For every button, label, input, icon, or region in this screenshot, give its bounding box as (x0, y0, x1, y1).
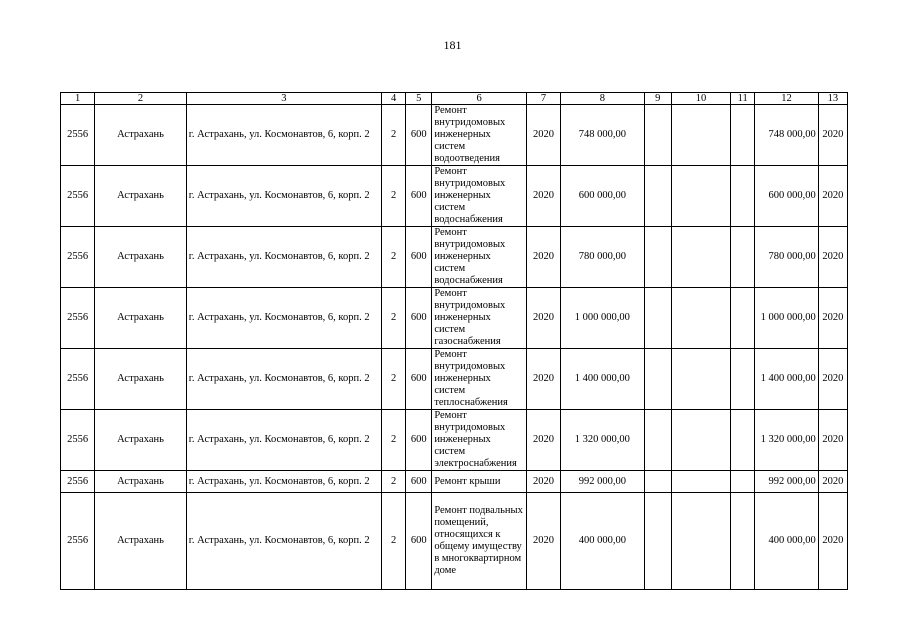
completion-year-cell: 2020 (818, 493, 847, 590)
col9-cell (644, 493, 671, 590)
col5-cell: 600 (406, 105, 432, 166)
year-cell: 2020 (526, 471, 560, 493)
page-number: 181 (443, 38, 462, 52)
total-cell: 1 400 000,00 (755, 349, 818, 410)
total-cell: 992 000,00 (755, 471, 818, 493)
cost-cell: 780 000,00 (561, 227, 645, 288)
total-cell: 780 000,00 (755, 227, 818, 288)
cost-cell: 600 000,00 (561, 166, 645, 227)
city-cell: Астрахань (95, 349, 187, 410)
table-row (61, 349, 848, 410)
work-type-cell: Ремонт крыши (432, 471, 527, 493)
col11-cell (731, 288, 755, 349)
col10-cell (671, 288, 730, 349)
work-type-cell: Ремонт внутридомовых инженерных систем электроснабжения (432, 410, 527, 471)
city-cell: Астрахань (95, 471, 187, 493)
column-header: 8 (561, 93, 645, 105)
col5-cell: 600 (406, 410, 432, 471)
col4-cell: 2 (382, 410, 406, 471)
col5-cell: 600 (406, 288, 432, 349)
work-type-cell: Ремонт внутридомовых инженерных систем водоснабжения (432, 227, 527, 288)
col4-cell: 2 (382, 288, 406, 349)
cost-cell: 400 000,00 (561, 493, 645, 590)
column-header: 13 (818, 93, 847, 105)
col10-cell (671, 410, 730, 471)
cost-cell: 1 320 000,00 (561, 410, 645, 471)
cost-cell: 748 000,00 (561, 105, 645, 166)
city-cell: Астрахань (95, 227, 187, 288)
row-id-cell: 2556 (61, 493, 95, 590)
column-header: 12 (755, 93, 818, 105)
address-cell: г. Астрахань, ул. Космонавтов, 6, корп. 2 (186, 288, 381, 349)
year-cell: 2020 (526, 349, 560, 410)
cost-cell: 1 400 000,00 (561, 349, 645, 410)
year-cell: 2020 (526, 227, 560, 288)
completion-year-cell: 2020 (818, 349, 847, 410)
year-cell: 2020 (526, 166, 560, 227)
completion-year-cell: 2020 (818, 105, 847, 166)
col4-cell: 2 (382, 493, 406, 590)
col5-cell: 600 (406, 166, 432, 227)
city-cell: Астрахань (95, 493, 187, 590)
table-row (61, 105, 848, 166)
column-header: 5 (406, 93, 432, 105)
cost-cell: 992 000,00 (561, 471, 645, 493)
column-header: 9 (644, 93, 671, 105)
total-cell: 400 000,00 (755, 493, 818, 590)
table-row (61, 471, 848, 493)
address-cell: г. Астрахань, ул. Космонавтов, 6, корп. 2 (186, 105, 381, 166)
row-id-cell: 2556 (61, 410, 95, 471)
table-row (61, 288, 848, 349)
col10-cell (671, 105, 730, 166)
col11-cell (731, 471, 755, 493)
city-cell: Астрахань (95, 288, 187, 349)
table-row (61, 410, 848, 471)
col4-cell: 2 (382, 349, 406, 410)
completion-year-cell: 2020 (818, 227, 847, 288)
city-cell: Астрахань (95, 105, 187, 166)
row-id-cell: 2556 (61, 288, 95, 349)
completion-year-cell: 2020 (818, 288, 847, 349)
col5-cell: 600 (406, 471, 432, 493)
column-header: 11 (731, 93, 755, 105)
total-cell: 748 000,00 (755, 105, 818, 166)
total-cell: 600 000,00 (755, 166, 818, 227)
col9-cell (644, 227, 671, 288)
col4-cell: 2 (382, 166, 406, 227)
column-header: 4 (382, 93, 406, 105)
address-cell: г. Астрахань, ул. Космонавтов, 6, корп. 2 (186, 227, 381, 288)
address-cell: г. Астрахань, ул. Космонавтов, 6, корп. 2 (186, 166, 381, 227)
work-type-cell: Ремонт внутридомовых инженерных систем водоотведения (432, 105, 527, 166)
address-cell: г. Астрахань, ул. Космонавтов, 6, корп. 2 (186, 410, 381, 471)
address-cell: г. Астрахань, ул. Космонавтов, 6, корп. 2 (186, 493, 381, 590)
col4-cell: 2 (382, 105, 406, 166)
repair-schedule-table (60, 92, 848, 590)
row-id-cell: 2556 (61, 105, 95, 166)
column-header: 6 (432, 93, 527, 105)
col9-cell (644, 288, 671, 349)
header-row (61, 93, 848, 105)
col11-cell (731, 349, 755, 410)
column-header: 2 (95, 93, 187, 105)
col11-cell (731, 105, 755, 166)
work-type-cell: Ремонт внутридомовых инженерных систем теплоснабжения (432, 349, 527, 410)
col5-cell: 600 (406, 227, 432, 288)
completion-year-cell: 2020 (818, 471, 847, 493)
cost-cell: 1 000 000,00 (561, 288, 645, 349)
col11-cell (731, 410, 755, 471)
row-id-cell: 2556 (61, 471, 95, 493)
work-type-cell: Ремонт внутридомовых инженерных систем водоснабжения (432, 166, 527, 227)
col9-cell (644, 166, 671, 227)
column-header: 10 (671, 93, 730, 105)
address-cell: г. Астрахань, ул. Космонавтов, 6, корп. 2 (186, 471, 381, 493)
col10-cell (671, 349, 730, 410)
total-cell: 1 320 000,00 (755, 410, 818, 471)
col5-cell: 600 (406, 493, 432, 590)
table-row (61, 227, 848, 288)
work-type-cell: Ремонт внутридомовых инженерных систем газоснабжения (432, 288, 527, 349)
table-row (61, 166, 848, 227)
table-row (61, 493, 848, 590)
column-header: 7 (526, 93, 560, 105)
col9-cell (644, 410, 671, 471)
year-cell: 2020 (526, 288, 560, 349)
completion-year-cell: 2020 (818, 410, 847, 471)
col9-cell (644, 349, 671, 410)
year-cell: 2020 (526, 493, 560, 590)
column-header: 3 (186, 93, 381, 105)
col10-cell (671, 166, 730, 227)
year-cell: 2020 (526, 410, 560, 471)
col11-cell (731, 166, 755, 227)
year-cell: 2020 (526, 105, 560, 166)
total-cell: 1 000 000,00 (755, 288, 818, 349)
col4-cell: 2 (382, 227, 406, 288)
city-cell: Астрахань (95, 410, 187, 471)
col4-cell: 2 (382, 471, 406, 493)
address-cell: г. Астрахань, ул. Космонавтов, 6, корп. 2 (186, 349, 381, 410)
col10-cell (671, 493, 730, 590)
column-header: 1 (61, 93, 95, 105)
col10-cell (671, 471, 730, 493)
row-id-cell: 2556 (61, 349, 95, 410)
work-type-cell: Ремонт подвальных помещений, относящихся к общему имуществу в многоквартирном доме (432, 493, 527, 590)
col11-cell (731, 227, 755, 288)
completion-year-cell: 2020 (818, 166, 847, 227)
col9-cell (644, 471, 671, 493)
row-id-cell: 2556 (61, 166, 95, 227)
col9-cell (644, 105, 671, 166)
col11-cell (731, 493, 755, 590)
row-id-cell: 2556 (61, 227, 95, 288)
city-cell: Астрахань (95, 166, 187, 227)
col10-cell (671, 227, 730, 288)
col5-cell: 600 (406, 349, 432, 410)
